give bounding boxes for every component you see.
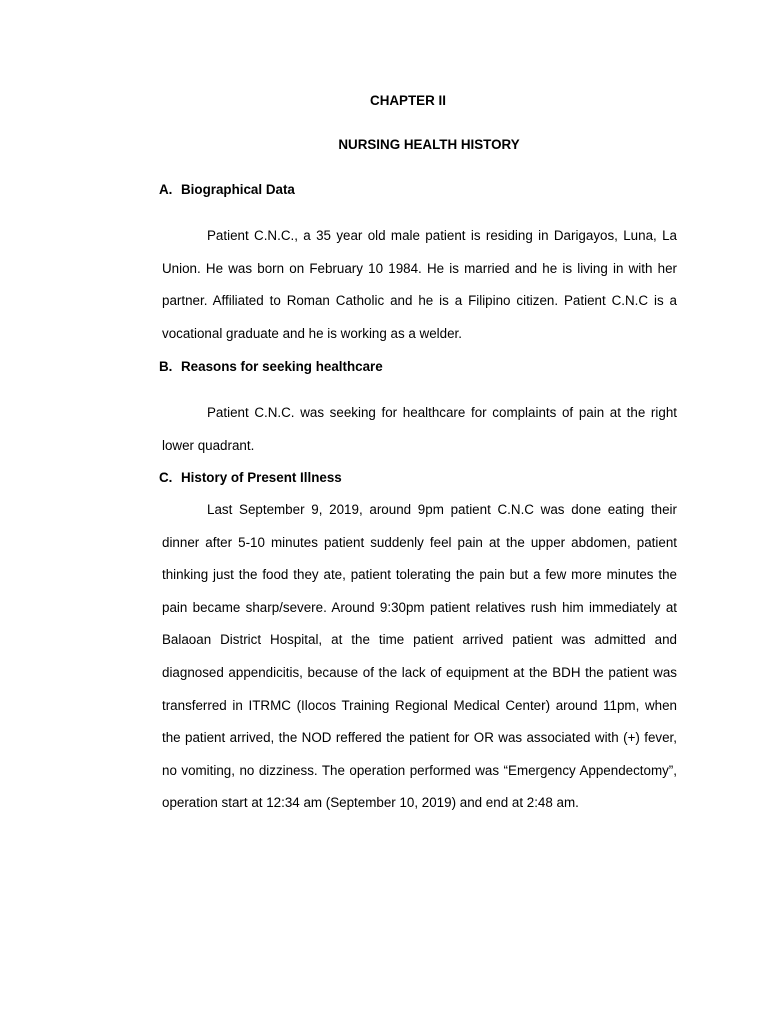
section-title: History of Present Illness: [181, 470, 342, 485]
section-heading-biographical-data: [159, 182, 295, 198]
section-heading-history-of-present-illness: [159, 470, 342, 486]
section-body-reasons-for-seeking-healthcare: Patient C.N.C. was seeking for healthcare for complaints of pain at the right lower quadrant.: [162, 405, 677, 453]
section-body-biographical-data: Patient C.N.C., a 35 year old male patient is residing in Darigayos, Luna, La Union. He was born on February 10 1984. He is married and he is living in with her partner. Affiliated to Roman Catholic and he is a Filipino citizen. Patient C.N.C is a vocational graduate and he is working as a welder.: [162, 228, 677, 341]
section-letter: A.: [159, 182, 173, 197]
section-title: Biographical Data: [181, 182, 295, 197]
section-letter: B.: [159, 359, 173, 374]
section-body-history-of-present-illness: Last September 9, 2019, around 9pm patient C.N.C was done eating their dinner after 5-10 minutes patient suddenly feel pain at the upper abdomen, patient thinking just the food they ate, patient tolerating the pain but a few more minutes the pain became sharp/severe. Around 9:30pm patient relatives rush him immediately at Balaoan District Hospital, at the time patient arrived patient was admitted and diagnosed appendicitis, because of the lack of equipment at the BDH the patient was transferred in ITRMC (Ilocos Training Regional Medical Center) around 11pm, when the patient arrived, the NOD reffered the patient for OR was associated with (+) fever, no vomiting, no dizziness. The operation performed was “Emergency Appendectomy”, operation start at 12:34 am (September 10, 2019) and end at 2:48 am.: [162, 502, 677, 811]
section-title: Reasons for seeking healthcare: [181, 359, 383, 374]
document-title: NURSING HEALTH HISTORY: [338, 137, 520, 152]
section-heading-reasons-for-seeking-healthcare: [159, 359, 383, 375]
section-letter: C.: [159, 470, 173, 485]
chapter-heading: CHAPTER II: [370, 93, 446, 108]
